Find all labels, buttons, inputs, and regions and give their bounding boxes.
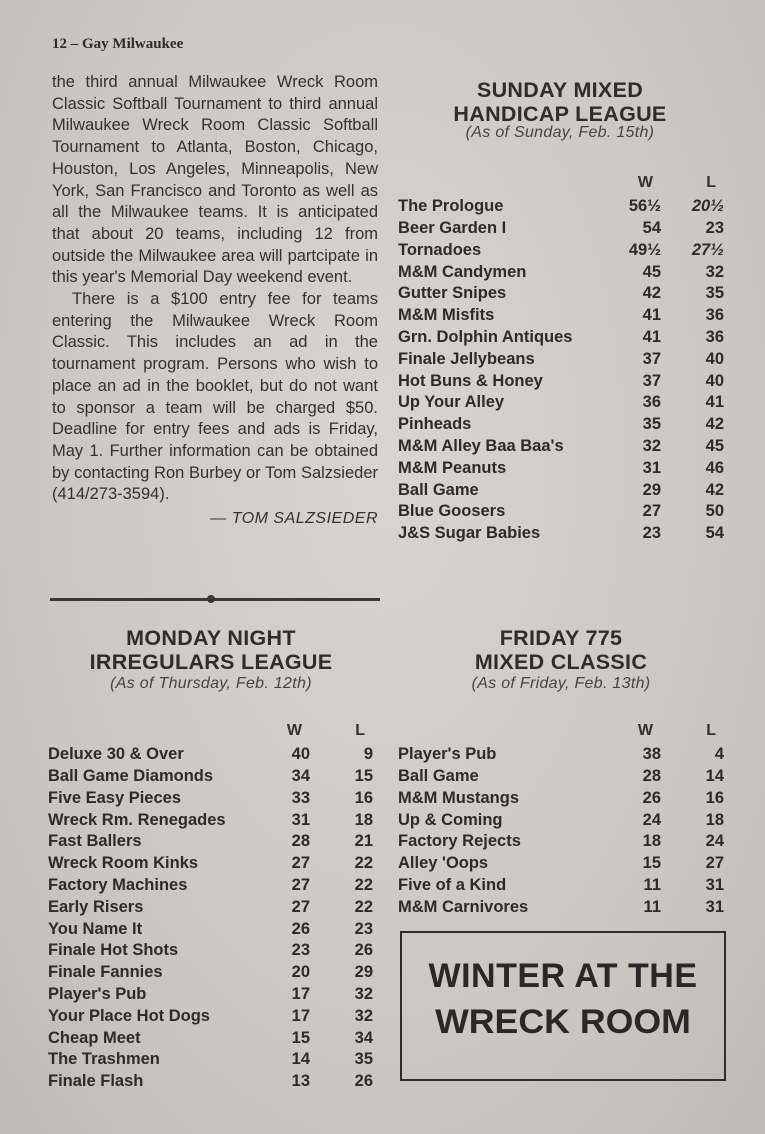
wins-value: 15 [291,1028,310,1047]
losses-value: 18 [354,810,373,829]
standings-row [48,1005,373,1027]
losses-value: 9 [363,745,373,764]
team-name: Five Easy Pieces [48,788,182,807]
wreck-room-ad-box [400,931,726,1081]
sunday-standings [398,172,724,545]
standings-row [48,940,373,962]
team-name: Tornadoes [398,240,482,259]
standings-row [398,392,724,414]
team-name: M&M Misfits [398,306,495,325]
losses-value: 36 [705,306,724,325]
standings-row [398,283,724,305]
friday-title-line1: FRIDAY 775 [499,626,623,650]
sunday-title-line1: SUNDAY MIXED [476,78,644,102]
standings-header [398,172,724,194]
losses-value: 34 [354,1028,373,1047]
ad-headline: WINTER AT THE [428,957,698,995]
wins-column-header: W [637,721,653,739]
team-name: Five of a Kind [398,875,507,894]
standings-row [398,523,724,545]
monday-league-title [48,626,374,674]
standings-row [48,875,373,897]
wins-value: 28 [291,832,310,851]
team-name: Hot Buns & Honey [398,371,543,390]
team-name: M&M Mustangs [398,788,519,807]
team-name: Pinheads [398,415,472,434]
team-name: Wreck Room Kinks [48,854,199,873]
team-name: J&S Sugar Babies [398,524,541,543]
article-paragraph-2: There is a $100 entry fee for teams entering the Milwaukee Wreck Room Classic. This includes an ad in the tournament program. Persons who wish to place an ad in the booklet, but do not want to sponsor a team will be charged $50. Deadline for entry fees and ads is Friday, May 1. Further information can be obtained by contacting Ron Burbey or Tom Salzsieder (414/273-3594). [52,290,378,504]
standings-row [48,1049,373,1071]
wins-column-header: W [286,721,302,739]
wins-value: 31 [291,810,310,829]
losses-value: 45 [705,436,724,455]
team-name: Beer Garden I [398,218,507,237]
team-name: Cheap Meet [48,1028,141,1047]
losses-value: 54 [705,524,724,543]
wins-value: 27 [642,502,661,521]
losses-value: 23 [354,919,373,938]
standings-row [398,479,724,501]
divider-ornament [207,595,215,603]
losses-value: 20½ [691,197,724,216]
wins-column-header: W [637,173,653,191]
wins-value: 24 [642,810,661,829]
team-name: Fast Ballers [48,832,142,851]
wins-value: 11 [643,897,661,916]
standings-row [48,1071,373,1093]
friday-title-line2: MIXED CLASSIC [474,650,648,674]
friday-standings [398,720,724,918]
wins-value: 35 [642,415,661,434]
team-name: Factory Rejects [398,832,521,851]
sunday-league-subtitle: (As of Sunday, Feb. 15th) [465,124,655,141]
team-name: Up & Coming [398,810,503,829]
standings-row [398,744,724,766]
wins-value: 26 [642,788,661,807]
losses-value: 42 [705,480,724,499]
team-name: Your Place Hot Dogs [48,1006,210,1025]
losses-value: 22 [354,875,373,894]
losses-value: 31 [705,875,724,894]
standings-row [398,370,724,392]
losses-value: 32 [354,984,373,1003]
team-name: Factory Machines [48,875,188,894]
standings-row [48,896,373,918]
team-name: Grn. Dolphin Antiques [398,327,573,346]
wins-value: 34 [291,766,310,785]
losses-value: 26 [354,1072,373,1091]
losses-value: 40 [705,371,724,390]
losses-value: 21 [354,832,373,851]
monday-title-line2: IRREGULARS LEAGUE [89,650,333,674]
monday-league-subtitle: (As of Thursday, Feb. 12th) [110,675,312,692]
losses-value: 36 [705,327,724,346]
team-name: Player's Pub [48,984,147,1003]
standings-row [398,239,724,261]
team-name: Early Risers [48,897,144,916]
article-paragraph-1: the third annual Milwaukee Wreck Room Classic Softball Tournament to third annual Milwaukee Wreck Room Classic Softball Tournament to Atlanta, Boston, Chicago, Houston, Los Angeles, Minneapolis, New York, San Francisco and Toronto as well as all the Milwaukee teams. It is anticipated that about 20 teams, including 12 from outside the Milwaukee area will partcipate in this year's Memorial Day weekend event. [52,73,378,287]
team-name: Finale Jellybeans [398,349,535,368]
wins-value: 32 [642,436,661,455]
losses-value: 42 [705,415,724,434]
wins-value: 27 [291,875,310,894]
monday-standings [48,720,373,1093]
standings-row [48,831,373,853]
wins-value: 17 [291,1006,310,1025]
losses-value: 22 [354,897,373,916]
losses-value: 35 [354,1050,373,1069]
losses-value: 29 [354,963,373,982]
team-name: Ball Game [398,480,479,499]
team-name: The Trashmen [48,1050,160,1069]
losses-value: 35 [705,284,724,303]
article-byline: — TOM SALZSIEDER [210,510,378,528]
standings-row [48,766,373,788]
wins-value: 56½ [628,197,661,216]
team-name: Player's Pub [398,745,497,764]
team-name: Ball Game Diamonds [48,766,214,785]
ad-venue-name: WRECK ROOM [435,1003,691,1041]
team-name: Alley 'Oops [398,854,489,873]
standings-row [48,744,373,766]
page-header: 12 – Gay Milwaukee [52,36,184,52]
standings-row [398,327,724,349]
standings-row [48,1027,373,1049]
team-name: M&M Alley Baa Baa's [398,436,564,455]
standings-row [48,984,373,1006]
standings-row [398,896,724,918]
team-name: M&M Carnivores [398,897,529,916]
standings-row [398,261,724,283]
losses-value: 24 [705,832,724,851]
losses-value: 46 [705,458,724,477]
losses-value: 16 [705,788,724,807]
team-name: Finale Fannies [48,963,163,982]
sunday-league-title [398,78,722,126]
losses-value: 15 [354,766,373,785]
standings-row [398,853,724,875]
losses-value: 16 [354,788,373,807]
wins-value: 23 [642,524,661,543]
team-name: Finale Hot Shots [48,941,179,960]
losses-value: 23 [705,218,724,237]
standings-row [48,809,373,831]
wins-value: 27 [291,854,310,873]
losses-value: 18 [705,810,724,829]
losses-value: 4 [714,745,724,764]
wins-value: 37 [642,371,661,390]
wins-value: 42 [642,284,661,303]
standings-row [398,457,724,479]
wins-value: 26 [291,919,310,938]
losses-value: 32 [354,1006,373,1025]
standings-row [48,962,373,984]
wins-value: 33 [291,788,310,807]
team-name: Ball Game [398,766,479,785]
losses-value: 14 [705,766,724,785]
standings-row [398,766,724,788]
wins-value: 13 [291,1072,310,1091]
wins-value: 54 [642,218,661,237]
monday-title-line1: MONDAY NIGHT [126,626,296,650]
wins-value: 40 [291,745,310,764]
standings-row [398,787,724,809]
team-name: Gutter Snipes [398,284,507,303]
wins-value: 49½ [628,240,661,259]
wins-value: 27 [291,897,310,916]
wins-value: 18 [642,832,661,851]
losses-column-header: L [355,721,365,739]
wins-value: 15 [642,854,661,873]
wins-value: 38 [642,745,661,764]
wins-value: 11 [643,875,661,894]
team-name: Finale Flash [48,1072,144,1091]
team-name: Blue Goosers [398,502,506,521]
standings-row [398,809,724,831]
friday-league-title [398,626,724,674]
standings-row [398,196,724,218]
wins-value: 36 [642,393,661,412]
losses-value: 41 [705,393,724,412]
team-name: The Prologue [398,197,504,216]
standings-row [398,831,724,853]
wins-value: 41 [642,306,661,325]
standings-row [398,436,724,458]
team-name: Up Your Alley [398,393,505,412]
team-name: M&M Candymen [398,262,527,281]
wins-value: 20 [291,963,310,982]
wins-value: 14 [291,1050,310,1069]
standings-row [48,853,373,875]
sunday-title-line2: HANDICAP LEAGUE [453,102,667,126]
wins-value: 23 [291,941,310,960]
losses-value: 22 [354,854,373,873]
losses-column-header: L [706,721,716,739]
wins-value: 45 [642,262,661,281]
wins-value: 37 [642,349,661,368]
standings-row [398,414,724,436]
team-name: You Name It [48,919,143,938]
wins-value: 41 [642,327,661,346]
team-name: M&M Peanuts [398,458,507,477]
team-name: Wreck Rm. Renegades [48,810,226,829]
team-name: Deluxe 30 & Over [48,745,184,764]
friday-league-subtitle: (As of Friday, Feb. 13th) [471,675,651,692]
losses-value: 40 [705,349,724,368]
wins-value: 31 [642,458,661,477]
losses-column-header: L [706,173,716,191]
article [52,72,378,530]
losses-value: 26 [354,941,373,960]
standings-header [48,720,373,742]
standings-row [48,918,373,940]
losses-value: 27½ [691,240,724,259]
section-divider [50,598,380,601]
losses-value: 31 [705,897,724,916]
standings-row [398,305,724,327]
standings-row [398,218,724,240]
wins-value: 28 [642,766,661,785]
losses-value: 32 [705,262,724,281]
losses-value: 50 [705,502,724,521]
standings-row [398,875,724,897]
losses-value: 27 [705,854,724,873]
standings-row [398,348,724,370]
standings-header [398,720,724,742]
wins-value: 29 [642,480,661,499]
wins-value: 17 [291,984,310,1003]
standings-row [48,787,373,809]
standings-row [398,501,724,523]
